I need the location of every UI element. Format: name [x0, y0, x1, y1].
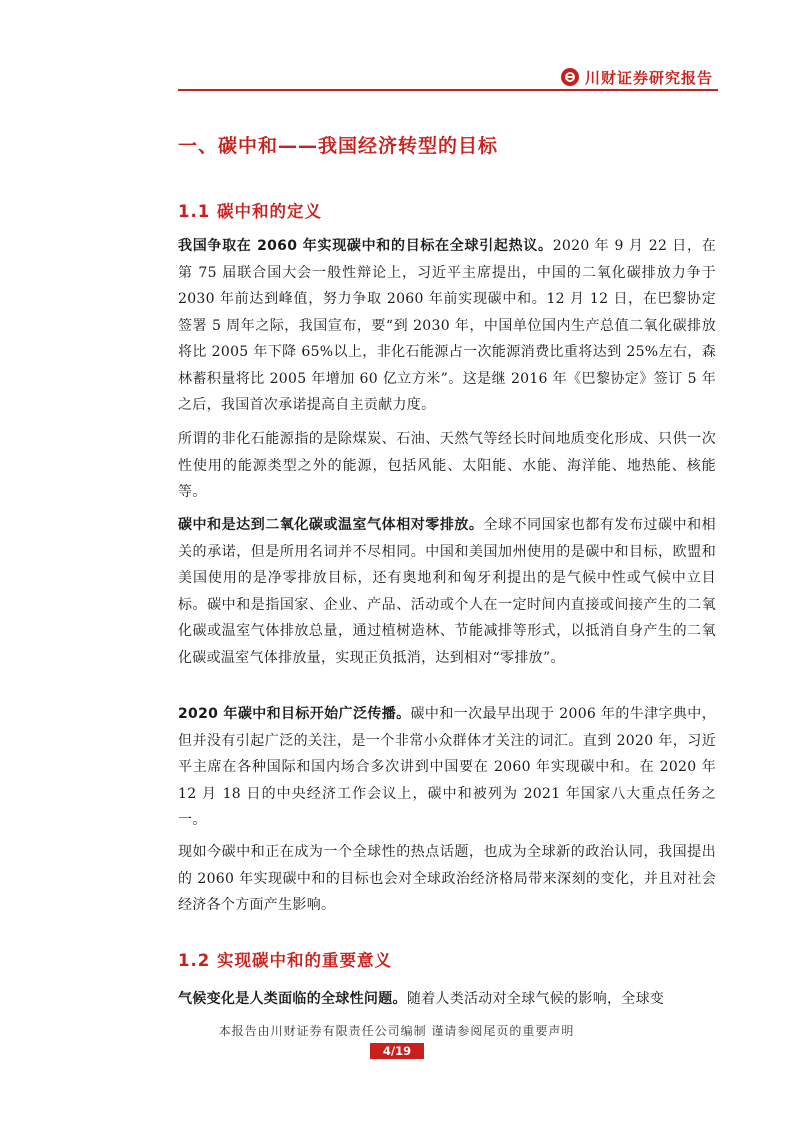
paragraph-5 [178, 839, 716, 919]
paragraph-3 [178, 512, 716, 671]
brand-name: 川财证券研究报告 [584, 68, 713, 87]
paragraph-body: 现如今碳中和正在成为一个全球性的热点话题，也成为全球新的政治认同，我国提出的 2060 年实现碳中和的目标也会对全球政治经济格局带来深刻的变化，并且对社会经济各个方面产生影响。 [178, 844, 716, 913]
header-divider [178, 89, 718, 91]
header-brand [561, 66, 713, 88]
paragraph-body: 2020 年 9 月 22 日，在第 75 届联合国大会一般性辩论上，习近平主席提出，中国的二氧化碳排放力争于 2030 年前达到峰值，努力争取 2060 年前实现碳中和。12 月 12 日，在巴黎协定签署 5 周年之际，我国宣布，要“到 2030 年，中国单位国内生产总值二氧化碳排放将比 2005 年下降 65%以上，非化石能源占一次能源消费比重将达到 25%左右，森林蓄积量将比 2005 年增加 60 亿立方米”。这是继 2016 年《巴黎协定》签订 5 年之后，我国首次承诺提高自主贡献力度。 [178, 238, 716, 413]
paragraph-body: 碳中和一次最早出现于 2006 年的牛津字典中，但并没有引起广泛的关注，是一个非常小众群体才关注的词汇。直到 2020 年，习近平主席在各种国际和国内场合多次讲到中国要在 2060 年实现碳中和。在 2020 年 12 月 18 日的中央经济工作会议上，碳中和被列为 2021 年国家八大重点任务之一。 [178, 706, 716, 828]
subsection-title-1-2: 1.2 实现碳中和的重要意义 [178, 951, 392, 970]
paragraph-body: 所谓的非化石能源指的是除煤炭、石油、天然气等经长时间地质变化形成、只供一次性使用的能源类型之外的能源，包括风能、太阳能、水能、海洋能、地热能、核能等。 [178, 431, 716, 500]
footer-disclaimer: 本报告由川财证券有限责任公司编制 谨请参阅尾页的重要声明 [218, 1024, 575, 1038]
paragraph-lead: 我国争取在 2060 年实现碳中和的目标在全球引起热议。 [178, 238, 553, 254]
paragraph-4 [178, 701, 716, 834]
chuancai-logo-icon [561, 68, 579, 86]
page-number: 4/19 [370, 1043, 424, 1059]
paragraph-2 [178, 426, 716, 506]
paragraph-lead: 碳中和是达到二氧化碳或温室气体相对零排放。 [178, 517, 484, 533]
section-title: 一、碳中和——我国经济转型的目标 [178, 135, 499, 157]
paragraph-1 [178, 233, 716, 419]
paragraph-lead: 气候变化是人类面临的全球性问题。 [178, 991, 407, 1007]
paragraph-6 [178, 986, 716, 1013]
paragraph-lead: 2020 年碳中和目标开始广泛传播。 [178, 706, 411, 722]
subsection-title-1-1: 1.1 碳中和的定义 [178, 202, 322, 221]
paragraph-body: 随着人类活动对全球气候的影响，全球变 [406, 991, 665, 1007]
paragraph-body: 全球不同国家也都有发布过碳中和相关的承诺，但是所用名词并不尽相同。中国和美国加州使用的是碳中和目标，欧盟和美国使用的是净零排放目标，还有奥地利和匈牙利提出的是气候中性或气候中立目标。碳中和是指国家、企业、产品、活动或个人在一定时间内直接或间接产生的二氧化碳或温室气体排放总量，通过植树造林、节能减排等形式，以抵消自身产生的二氧化碳或温室气体排放量，实现正负抵消，达到相对“零排放”。 [178, 517, 716, 666]
